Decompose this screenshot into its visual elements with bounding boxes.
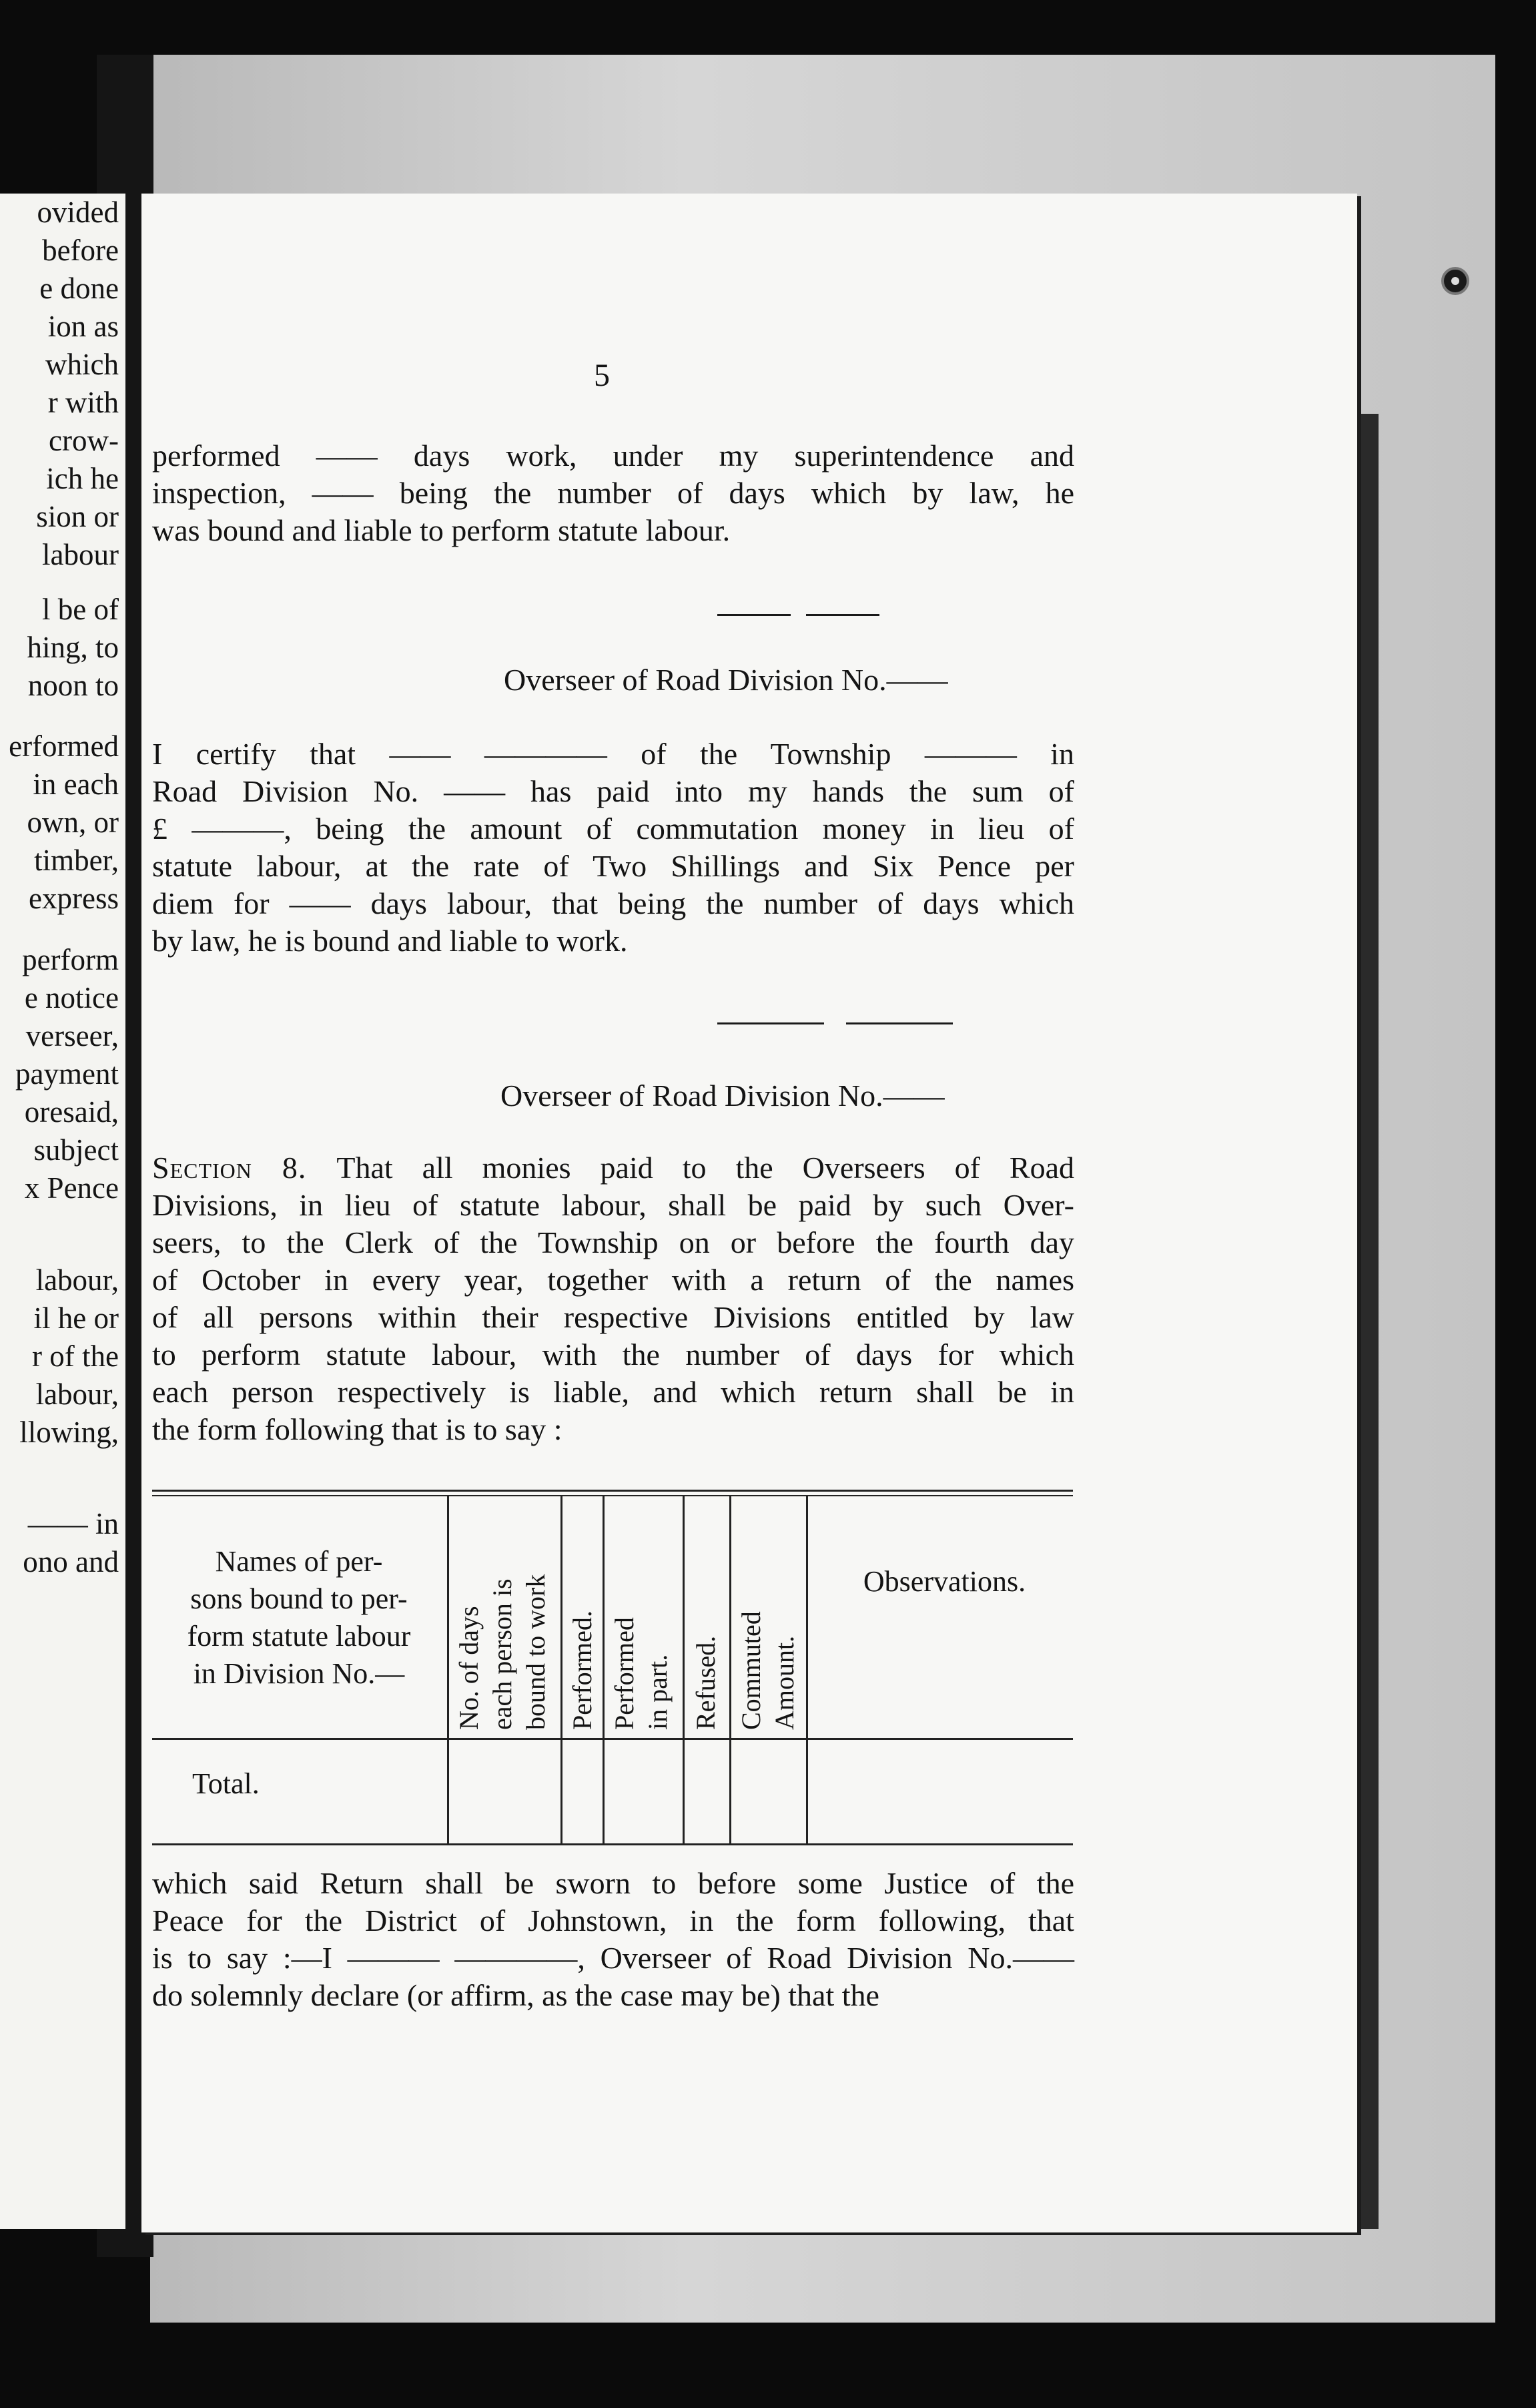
header-line: sons bound to per- (190, 1582, 408, 1615)
facing-page-text: erformed (9, 729, 119, 763)
separator-rule (806, 614, 879, 616)
text-line: which said Return shall be sworn to before some Justice of the (152, 1866, 1074, 1900)
text-line: Road Division No. —— has paid into my hands the sum of (152, 774, 1074, 808)
header-line: Performed (609, 1617, 639, 1730)
text-line: £ ———, being the amount of commutation money in lieu of (152, 812, 1074, 846)
header-line: Performed. (567, 1610, 597, 1730)
text-line: of October in every year, together with a return of the names (152, 1263, 1074, 1297)
column-header-refused (689, 1636, 723, 1730)
return-form-table (152, 1490, 1073, 1850)
header-line: bound to work (520, 1574, 550, 1730)
header-line: in Division No.— (193, 1657, 405, 1690)
facing-page-text: ono and (23, 1545, 119, 1578)
facing-page-text: r of the (32, 1339, 119, 1373)
facing-page-text: ion as (47, 310, 119, 343)
facing-page-text: subject (33, 1133, 119, 1167)
text-line: of all persons within their respective Divisions entitled by law (152, 1300, 1074, 1334)
column-header-performed (566, 1610, 599, 1730)
text-line: by law, he is bound and liable to work. (152, 924, 628, 958)
overseer-signature-line: Overseer of Road Division No.—— (504, 663, 948, 697)
text-line: to perform statute labour, with the number of days for which (152, 1337, 1074, 1372)
header-line: Commuted (736, 1611, 766, 1730)
table-bottom-rule (152, 1843, 1073, 1845)
separator-rule (717, 1022, 824, 1024)
facing-page-text: in each (33, 768, 119, 801)
facing-page-text: express (29, 882, 119, 915)
text-line: is to say :—I ——— ————, Overseer of Road Division No.—— (152, 1941, 1074, 1975)
facing-page-text: verseer, (25, 1019, 119, 1052)
column-header-performed-in-part (608, 1617, 675, 1730)
column-header-commuted-amount (735, 1611, 801, 1730)
section-label: Section 8. (152, 1151, 337, 1185)
facing-page-text: x Pence (24, 1171, 119, 1205)
facing-page-text: r with (47, 386, 119, 419)
facing-page-text: perform (22, 943, 119, 976)
facing-page-text: noon to (27, 669, 119, 702)
header-line: No. of days (454, 1606, 484, 1730)
facing-page-text: labour, (35, 1263, 119, 1297)
text-line: Divisions, in lieu of statute labour, shall be paid by such Over- (152, 1188, 1074, 1222)
facing-page-text: hing, to (27, 631, 119, 664)
overseer-signature-line: Overseer of Road Division No.—— (500, 1079, 945, 1113)
header-line: Amount. (769, 1635, 799, 1730)
column-divider (806, 1496, 808, 1843)
header-line: in part. (643, 1654, 673, 1730)
header-line: Refused. (691, 1635, 721, 1730)
facing-page-text: ich he (46, 462, 119, 495)
text-line: do solemnly declare (or affirm, as the case may be) that the (152, 1978, 879, 2012)
column-divider (729, 1496, 731, 1843)
table-header-rule (152, 1738, 1073, 1740)
paragraph-statute-labour-certificate (152, 437, 1074, 549)
facing-page-text: labour (42, 538, 119, 571)
column-divider (683, 1496, 685, 1843)
section-text: That all monies paid to the Overseers of Road (336, 1151, 1074, 1185)
text-line: statute labour, at the rate of Two Shillings and Six Pence per (152, 849, 1074, 883)
table-top-rule (152, 1490, 1073, 1492)
facing-page-text: own, or (27, 806, 119, 839)
column-header-names (159, 1543, 439, 1693)
column-divider (447, 1496, 449, 1843)
column-header-observations: Observations. (863, 1565, 1026, 1598)
column-header-days-bound (452, 1574, 552, 1730)
paragraph-sworn-return (152, 1865, 1074, 2014)
text-line: seers, to the Clerk of the Township on or before the fourth day (152, 1225, 1074, 1259)
facing-page-text: —— in (27, 1507, 119, 1540)
page-edge-shadow (1357, 414, 1379, 2229)
header-line: each person is (487, 1578, 517, 1730)
facing-page-text: crow- (49, 424, 119, 457)
facing-page-text: labour, (35, 1378, 119, 1411)
facing-page-text: il he or (33, 1301, 119, 1335)
facing-page-text: ovided (37, 196, 119, 229)
facing-page-text: timber, (34, 844, 119, 877)
binding-rivet-icon (1441, 267, 1469, 295)
text-line: Peace for the District of Johnstown, in the form following, that (152, 1903, 1074, 1937)
paragraph-commutation-certificate (152, 735, 1074, 960)
text-line: inspection, —— being the number of days which by law, he (152, 476, 1074, 510)
header-line: form statute labour (187, 1620, 411, 1652)
facing-page-text: l be of (42, 593, 119, 626)
text-line: diem for —— days labour, that being the number of days which (152, 886, 1074, 920)
text-line: was bound and liable to perform statute labour. (152, 513, 731, 547)
facing-page-text: e done (39, 272, 119, 305)
section-8-paragraph (152, 1149, 1074, 1448)
table-top-rule (152, 1495, 1073, 1496)
text-line: performed —— days work, under my superintendence and (152, 438, 1074, 473)
facing-page-text: e notice (24, 981, 119, 1014)
text-line (152, 1149, 1074, 1187)
column-divider (560, 1496, 562, 1843)
facing-page-text: sion or (36, 500, 119, 533)
facing-page-fragment (0, 194, 125, 2229)
text-line: I certify that —— ———— of the Township ——— in (152, 737, 1074, 771)
facing-page-text: oresaid, (24, 1095, 119, 1129)
facing-page-text: which (45, 348, 119, 381)
facing-page-text: before (42, 234, 119, 267)
facing-page-text: llowing, (19, 1416, 119, 1449)
separator-rule (717, 614, 791, 616)
page-number: 5 (594, 358, 610, 393)
column-divider (603, 1496, 605, 1843)
text-line: the form following that is to say : (152, 1412, 562, 1446)
text-line: each person respectively is liable, and which return shall be in (152, 1375, 1074, 1409)
total-label: Total. (192, 1767, 260, 1800)
header-line: Names of per- (215, 1545, 383, 1578)
separator-rule (846, 1022, 953, 1024)
facing-page-text: payment (15, 1057, 119, 1091)
